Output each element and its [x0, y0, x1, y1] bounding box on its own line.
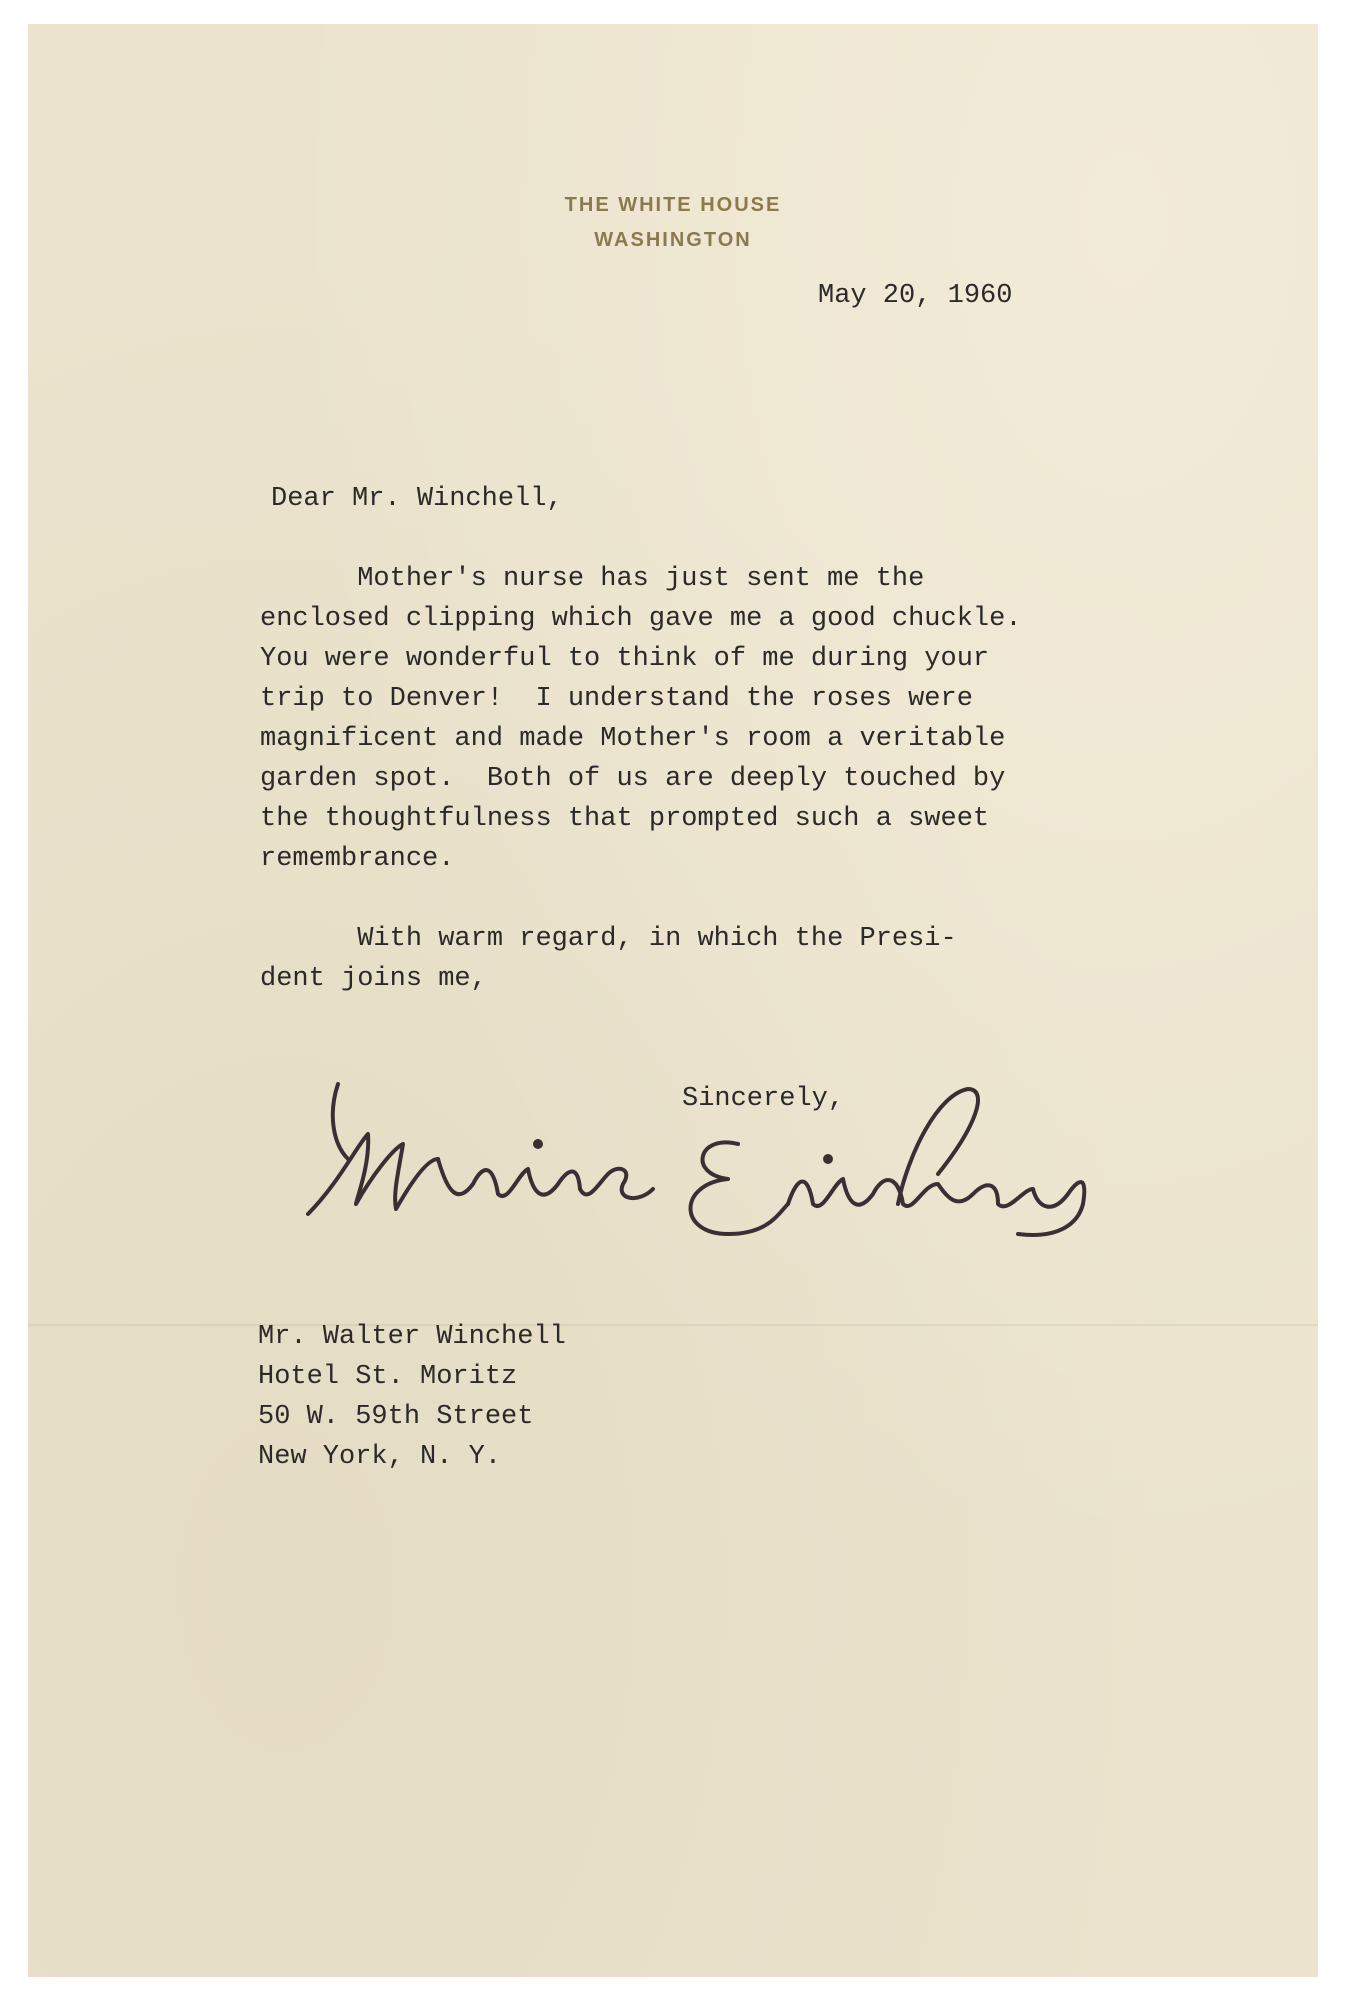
paragraph-1-line: enclosed clipping which gave me a good chuckle. — [260, 604, 1022, 634]
paper-fold — [28, 1324, 1318, 1326]
signature-image — [298, 1064, 1098, 1274]
paragraph-1-line: garden spot. Both of us are deeply touched by — [260, 764, 1006, 794]
letter-date: May 20, 1960 — [818, 281, 1013, 311]
paragraph-1-line: Mother's nurse has just sent me the — [260, 564, 925, 594]
address-line: New York, N. Y. — [258, 1442, 502, 1472]
paragraph-2-line: With warm regard, in which the Presi- — [260, 924, 957, 954]
letterhead-line-2: WASHINGTON — [594, 229, 752, 251]
address-line: 50 W. 59th Street — [258, 1402, 534, 1432]
letterhead-line-1: THE WHITE HOUSE — [564, 194, 782, 216]
paragraph-1-line: remembrance. — [260, 844, 455, 874]
paragraph-1-line: trip to Denver! I understand the roses were — [260, 684, 973, 714]
letter-page — [28, 24, 1318, 1977]
closing: Sincerely, — [682, 1084, 845, 1114]
address-line: Hotel St. Moritz — [258, 1362, 518, 1392]
address-line: Mr. Walter Winchell — [258, 1322, 566, 1352]
paragraph-2-line: dent joins me, — [260, 964, 487, 994]
salutation: Dear Mr. Winchell, — [271, 484, 563, 514]
paragraph-1-line: the thoughtfulness that prompted such a sweet — [260, 804, 990, 834]
paragraph-1-line: You were wonderful to think of me during your — [260, 644, 990, 674]
paragraph-1-line: magnificent and made Mother's room a veritable — [260, 724, 1006, 754]
